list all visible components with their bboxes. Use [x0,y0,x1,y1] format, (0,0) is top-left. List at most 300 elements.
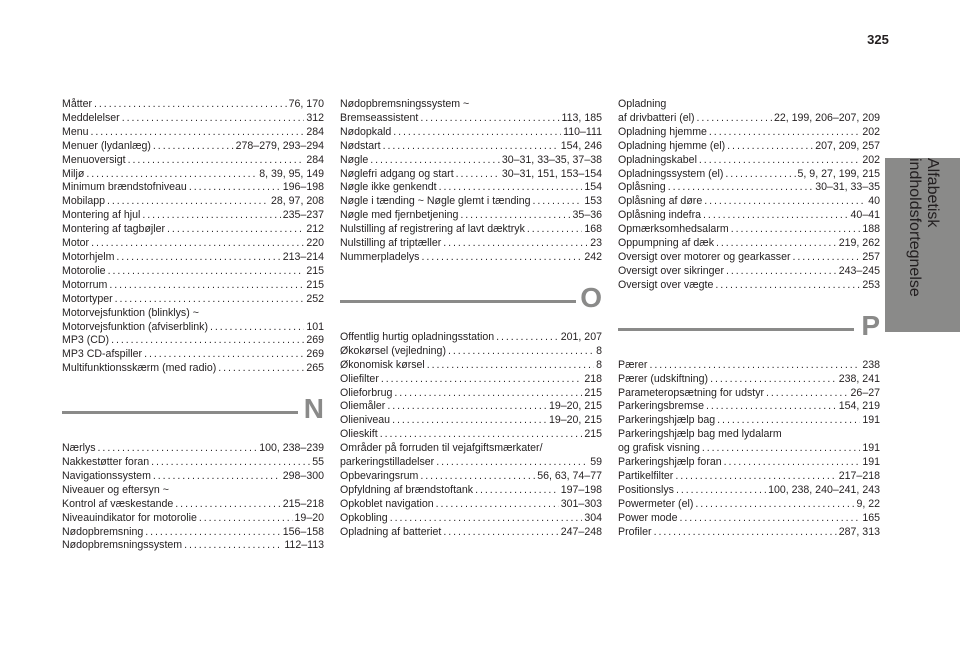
dot-leader [702,442,860,456]
index-entry [340,498,602,512]
dot-leader [390,512,583,526]
index-term: Meddelelser [62,111,120,124]
page-reference: 19–20, 215 [548,414,602,427]
page-reference: 312 [306,111,324,124]
page-reference: 213–214 [282,250,324,263]
page-reference: 40–41 [850,209,880,222]
index-term: og grafisk visning [618,442,700,455]
index-entry [340,168,602,182]
index-entry [62,168,324,182]
index-entry [62,223,324,237]
dot-leader [679,512,860,526]
page-reference: 243–245 [838,264,880,277]
dot-leader [436,456,588,470]
index-entry [618,279,880,293]
index-entry [618,140,880,154]
index-term: Nulstilling af triptæller [340,237,442,250]
dot-leader [111,334,304,348]
page-reference: 220 [306,237,324,250]
index-term: Oplåsning indefra [618,209,702,222]
page-reference: 215 [306,264,324,277]
dot-leader [706,400,837,414]
dot-leader [766,387,849,401]
side-tab-label: Alfabetisk indholdsfortegnelse [906,158,941,297]
page-reference: 110–111 [563,125,602,138]
dot-leader [699,154,860,168]
index-entry [340,345,602,359]
dot-leader [116,251,280,265]
page-reference: 252 [306,292,324,305]
dot-leader [675,470,836,484]
index-term: Offentlig hurtig opladningsstation [340,330,495,343]
page-reference: 19–20 [294,511,324,524]
index-term: Montering af hjul [62,209,141,222]
page-reference: 301–303 [560,497,602,510]
index-term: Menu [62,125,89,138]
index-entry [618,154,880,168]
page-reference: 156–158 [282,525,324,538]
index-entry [62,348,324,362]
dot-leader [793,251,861,265]
index-entry [340,428,602,442]
page-reference: 201, 207 [560,330,602,343]
dot-leader [439,181,583,195]
page-reference: 188 [862,223,880,236]
page-reference: 284 [306,153,324,166]
index-entry-continued: Niveauer og eftersyn ~ [62,483,169,496]
dot-leader [387,400,547,414]
index-term: Nøgle [340,153,369,166]
page-reference: 287, 313 [838,525,880,538]
page-number: 325 [867,32,889,47]
page-reference: 304 [584,511,602,524]
index-term: Oversigt over vægte [618,278,714,291]
page-reference: 28, 97, 208 [270,195,324,208]
index-term: Miljø [62,167,85,180]
dot-leader [175,498,280,512]
dot-leader [108,265,305,279]
page-reference: 35–36 [572,209,602,222]
index-term: Nødopkald [340,125,392,138]
dot-leader [703,209,848,223]
page-reference: 284 [306,125,324,138]
section-letter: P [861,309,880,341]
index-entry [62,512,324,526]
index-term: Bremseassistent [340,111,419,124]
dot-leader [421,251,582,265]
dot-leader [115,293,305,307]
index-entry [618,112,880,126]
dot-leader [668,181,813,195]
dot-leader [727,140,813,154]
page-reference: 26–27 [850,386,880,399]
index-term: Oversigt over sikringer [618,264,724,277]
page-reference: 215 [306,278,324,291]
page-reference: 219, 262 [838,237,880,250]
dot-leader [153,470,281,484]
section-letter: N [303,393,324,425]
page-reference: 23 [590,237,602,250]
index-entry [340,237,602,251]
index-entry [618,442,880,456]
index-term: Parkeringsbremse [618,400,704,413]
index-term: Opmærksomhedsalarm [618,223,729,236]
page-reference: 215 [584,386,602,399]
index-entry [340,526,602,540]
index-term: Olieniveau [340,414,391,427]
index-term: Økonomisk kørsel [340,358,425,371]
index-term: Mobilapp [62,195,105,208]
page-reference: 253 [862,278,880,291]
page-reference: 217–218 [838,469,880,482]
index-entry [340,512,602,526]
page-reference: 9, 22 [856,497,880,510]
index-term: Oversigt over motorer og gearkasser [618,250,791,263]
dot-leader [676,484,766,498]
dot-leader [393,126,561,140]
index-entry [340,470,602,484]
index-term: Motorolie [62,264,106,277]
dot-leader [98,442,258,456]
index-entry [62,195,324,209]
dot-leader [370,154,500,168]
index-term: Olieskift [340,428,378,441]
page-reference: 154 [584,181,602,194]
index-entry [618,168,880,182]
page-reference: 165 [862,511,880,524]
dot-leader [697,112,772,126]
index-term: Nakkestøtter foran [62,456,150,469]
index-entry-continued: Nødopbremsningssystem ~ [340,98,470,110]
dot-leader [144,348,304,362]
index-entry [340,373,602,387]
index-entry [62,293,324,307]
index-term: Måtter [62,98,93,110]
dot-leader [199,512,293,526]
index-term: Menuoversigt [62,153,126,166]
dot-leader [448,345,594,359]
page-reference: 112–113 [284,539,324,552]
page-reference: 207, 209, 257 [815,139,880,152]
dot-leader [726,265,837,279]
page-reference: 100, 238, 240–241, 243 [768,483,880,496]
page-reference: 55 [312,456,324,469]
index-term: Montering af tagbøjler [62,223,166,236]
index-entry [340,400,602,414]
page-reference: 212 [306,223,324,236]
dot-leader [420,112,559,126]
index-entry [618,359,880,373]
index-entry [62,279,324,293]
index-entry [340,359,602,373]
page-reference: 101 [306,320,324,333]
dot-leader [142,209,280,223]
index-entry [340,414,602,428]
dot-leader [715,279,860,293]
dot-leader [716,237,837,251]
index-entry [340,126,602,140]
dot-leader [109,279,304,293]
dot-leader [427,359,594,373]
index-term: af drivbatteri (el) [618,111,695,124]
page-reference: 154, 219 [838,400,880,413]
page-reference: 56, 63, 74–77 [537,469,602,482]
index-entry [618,265,880,279]
index-entry [62,140,324,154]
index-entry [62,209,324,223]
index-term: Motor [62,237,90,250]
index-term: Positionslys [618,483,674,496]
index-entry [618,126,880,140]
dot-leader [649,359,860,373]
index-term: Oliemåler [340,400,386,413]
index-term: Motorrum [62,278,108,291]
index-term: Multifunktionsskærm (med radio) [62,362,217,375]
index-entry [340,387,602,401]
index-entry [62,442,324,456]
index-entry [62,237,324,251]
index-term: Oplåsning af døre [618,195,703,208]
page-reference: 19–20, 215 [548,400,602,413]
page-reference: 113, 185 [561,111,602,124]
index-entry [340,195,602,209]
index-entry-continued: Motorvejsfunktion (blinklys) ~ [62,306,199,319]
dot-leader [122,112,305,126]
index-entry [618,373,880,387]
dot-leader [724,456,861,470]
index-entry [618,484,880,498]
index-column-2 [340,98,602,539]
page-reference: 59 [590,456,602,469]
dot-leader [533,195,583,209]
index-entry [62,526,324,540]
index-term: parkeringstilladelser [340,456,435,469]
index-entry [618,498,880,512]
index-term: Powermeter (el) [618,497,694,510]
index-entry [62,154,324,168]
index-term: Nødstart [340,139,381,152]
index-entry [340,209,602,223]
dot-leader [709,126,860,140]
index-term: Pærer [618,358,648,371]
dot-leader [420,470,535,484]
index-entry [62,498,324,512]
index-entry [618,470,880,484]
index-entry [62,251,324,265]
index-term: Nøgle ikke genkendt [340,181,437,194]
dot-leader [91,126,305,140]
dot-leader [383,140,559,154]
page-reference: 269 [306,348,324,361]
page-reference: 154, 246 [560,139,602,152]
page-reference: 257 [862,250,880,263]
index-entry [340,484,602,498]
index-term: Opkobling [340,511,388,524]
dot-leader [392,414,547,428]
section-divider [340,300,576,303]
index-entry [340,251,602,265]
page-reference: 196–198 [282,181,324,194]
dot-leader [527,223,582,237]
dot-leader [167,223,304,237]
page-reference: 22, 199, 206–207, 209 [773,111,880,124]
index-entry [618,456,880,470]
index-term: Oppumpning af dæk [618,237,714,250]
index-term: Nummerpladelys [340,250,420,263]
page-reference: 191 [862,442,880,455]
dot-leader [704,195,866,209]
index-term: Opladning hjemme [618,125,707,138]
page-reference: 247–248 [560,525,602,538]
index-term: Opfyldning af brændstoftank [340,483,474,496]
index-entry [62,181,324,195]
section-divider [62,411,298,414]
dot-leader [381,373,582,387]
dot-leader [456,168,500,182]
index-term: Parkeringshjælp bag [618,414,716,427]
dot-leader [210,321,304,335]
dot-leader [654,526,837,540]
dot-leader [86,168,257,182]
page-reference: 76, 170 [288,98,324,110]
index-entry [618,512,880,526]
dot-leader [436,498,559,512]
index-term: Motorvejsfunktion (afviserblink) [62,320,209,333]
index-term: Opladning hjemme (el) [618,139,726,152]
dot-leader [91,237,304,251]
page-reference: 8, 39, 95, 149 [259,167,324,180]
dot-leader [189,181,281,195]
index-term: Motortyper [62,292,113,305]
index-entry [340,154,602,168]
index-entry [618,223,880,237]
page-reference: 265 [306,362,324,375]
dot-leader [731,223,861,237]
page-reference: 235–237 [282,209,324,222]
index-term: Minimum brændstofniveau [62,181,187,194]
index-term: Nøglefri adgang og start [340,167,454,180]
index-entry [340,456,602,470]
page-reference: 215 [584,428,602,441]
dot-leader [380,428,583,442]
dot-leader [153,140,234,154]
index-entry [62,321,324,335]
index-entry [618,181,880,195]
index-term: Pærer (udskiftning) [618,372,709,385]
index-term: Opladning af batteriet [340,525,442,538]
page-reference: 168 [584,223,602,236]
page-reference: 215–218 [282,497,324,510]
index-term: MP3 CD-afspiller [62,348,143,361]
index-term: Nulstilling af registrering af lavt dæktryk [340,223,525,236]
index-term: MP3 (CD) [62,334,110,347]
dot-leader [145,526,280,540]
page-reference: 242 [584,250,602,263]
dot-leader [443,526,558,540]
index-entry [340,112,602,126]
page-reference: 100, 238–239 [259,442,324,455]
index-column-1 [62,98,324,553]
dot-leader [717,414,860,428]
index-term: Motorhjelm [62,250,115,263]
index-term: Navigationssystem [62,469,151,482]
index-entry [62,265,324,279]
letter-section-header [618,301,880,351]
index-term: Olieforbrug [340,386,393,399]
page-reference: 269 [306,334,324,347]
index-entry [340,223,602,237]
index-term: Parkeringshjælp foran [618,456,722,469]
index-term: Oplåsning [618,181,666,194]
page-reference: 153 [584,195,602,208]
index-entry-continued: Områder på forruden til vejafgiftsmærkater/ [340,442,543,455]
index-entry [618,387,880,401]
page-reference: 238 [862,358,880,371]
index-entry-continued: Opladning [618,98,667,110]
letter-section-header [62,384,324,434]
page-reference: 191 [862,456,880,469]
dot-leader [107,195,269,209]
page-reference: 202 [862,125,880,138]
dot-leader [695,498,854,512]
dot-leader [443,237,588,251]
index-entry-continued: Parkeringshjælp bag med lydalarm [618,428,782,441]
dot-leader [475,484,559,498]
index-term: Menuer (lydanlæg) [62,139,151,152]
page-reference: 5, 9, 27, 199, 215 [797,167,880,180]
index-entry [618,195,880,209]
index-entry [62,334,324,348]
dot-leader [394,387,582,401]
index-term: Nøgle i tænding ~ Nøgle glemt i tænding [340,195,531,208]
index-entry [62,470,324,484]
page-reference: 202 [862,153,880,166]
index-term: Niveauindikator for motorolie [62,511,197,524]
index-term: Oliefilter [340,372,379,385]
index-term: Nærlys [62,442,96,455]
dot-leader [496,331,559,345]
index-term: Profiler [618,525,652,538]
index-entry [62,456,324,470]
page-reference: 30–31, 33–35, 37–38 [501,153,602,166]
dot-leader [151,456,310,470]
index-entry [62,539,324,553]
index-term: Partikelfilter [618,469,674,482]
letter-section-header [340,273,602,323]
index-term: Opladningskabel [618,153,697,166]
index-entry [340,140,602,154]
section-letter: O [580,281,602,313]
dot-leader [184,539,282,553]
index-entry [340,331,602,345]
index-entry [618,209,880,223]
page-reference: 8 [596,344,602,357]
dot-leader [128,154,305,168]
page-reference: 30–31, 151, 153–154 [501,167,602,180]
dot-leader [218,362,304,376]
page-reference: 298–300 [282,469,324,482]
index-entry [618,526,880,540]
index-term: Opladningssystem (el) [618,167,724,180]
page-reference: 8 [596,358,602,371]
page-reference: 197–198 [560,483,602,496]
page-reference: 278–279, 293–294 [235,139,324,152]
dot-leader [94,98,287,112]
index-term: Opkoblet navigation [340,497,434,510]
index-column-3 [618,98,880,539]
index-entry [618,251,880,265]
index-entry [618,237,880,251]
